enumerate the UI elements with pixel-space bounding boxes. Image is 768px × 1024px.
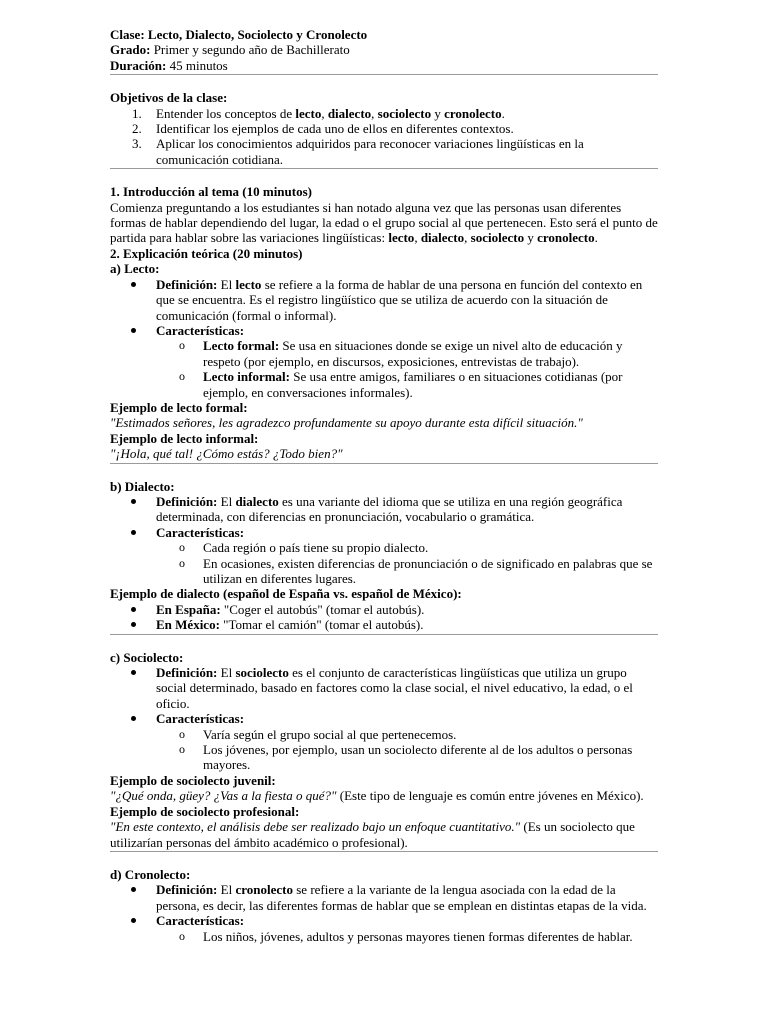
objective-item bbox=[110, 106, 658, 121]
objectives-title-text: Objetivos de la clase: bbox=[110, 90, 228, 106]
text: "Coger el autobús" (tomar el autobús). bbox=[220, 601, 425, 617]
term-sociolecto: sociolecto bbox=[470, 230, 525, 246]
objective-number: 1. bbox=[132, 105, 142, 121]
example-text bbox=[110, 788, 658, 803]
sub-label: Lecto informal: bbox=[203, 369, 291, 385]
sub-label: Lecto formal: bbox=[203, 338, 280, 354]
objective-item bbox=[110, 121, 658, 136]
example-quote: "Estimados señores, les agradezco profundamente su apoyo durante esta difícil situación." bbox=[110, 415, 583, 431]
example-label bbox=[110, 431, 658, 446]
text: es el conjunto de características lingüísticas que utiliza un grupo social determinado, basado en factores como la clase social, el nivel educativo, la edad, o el oficio. bbox=[156, 665, 633, 711]
circle-bullet-icon: o bbox=[179, 555, 185, 570]
definition-label: Definición: bbox=[156, 493, 218, 509]
dialecto-title-text: b) Dialecto: bbox=[110, 478, 175, 494]
circle-bullet-icon: o bbox=[179, 338, 185, 353]
objective-text: Aplicar los conocimientos adquiridos para reconocer variaciones lingüísticas en la comunicación cotidiana. bbox=[156, 136, 584, 167]
example-label bbox=[110, 586, 658, 601]
dialecto-title bbox=[110, 479, 658, 494]
text: y bbox=[431, 105, 445, 121]
sociolecto-title-text: c) Sociolecto: bbox=[110, 649, 184, 665]
text: El bbox=[217, 276, 236, 292]
example-label-text: Ejemplo de lecto formal: bbox=[110, 399, 248, 415]
bullet-icon bbox=[131, 670, 136, 675]
example-item bbox=[110, 617, 658, 632]
example-quote: "¡Hola, qué tal! ¿Cómo estás? ¿Todo bien?" bbox=[110, 446, 343, 462]
text: Los niños, jóvenes, adultos y personas mayores tienen formas diferentes de hablar. bbox=[203, 928, 633, 944]
bullet-icon bbox=[131, 887, 136, 892]
example-label-text: Ejemplo de sociolecto juvenil: bbox=[110, 772, 276, 788]
term: dialecto bbox=[235, 493, 279, 509]
sub-item bbox=[110, 929, 658, 944]
term: cronolecto bbox=[235, 882, 293, 898]
objective-text: Identificar los ejemplos de cada uno de ellos en diferentes contextos. bbox=[156, 121, 514, 137]
circle-bullet-icon: o bbox=[179, 726, 185, 741]
characteristics-item bbox=[110, 525, 658, 540]
example-label-text: Ejemplo de lecto informal: bbox=[110, 430, 259, 446]
objectives-title bbox=[110, 90, 658, 105]
term-dialecto: dialecto bbox=[420, 230, 465, 246]
dialecto-examples bbox=[110, 602, 658, 633]
definition-label: Definición: bbox=[156, 276, 218, 292]
text: Entender los conceptos de bbox=[156, 105, 296, 121]
grado-value: Primer y segundo año de Bachillerato bbox=[153, 42, 350, 58]
objective-item bbox=[110, 136, 658, 167]
duracion-value: 45 minutos bbox=[169, 57, 228, 73]
term-cronolecto: cronolecto bbox=[444, 105, 502, 121]
term-dialecto: dialecto bbox=[327, 105, 372, 121]
text: . bbox=[594, 230, 598, 246]
text: El bbox=[217, 493, 236, 509]
class-line bbox=[110, 27, 658, 42]
definition-item bbox=[110, 277, 658, 323]
grade-line bbox=[110, 42, 658, 57]
circle-bullet-icon: o bbox=[179, 540, 185, 555]
example-label bbox=[110, 400, 658, 415]
example-quote: "¿Qué onda, güey? ¿Vas a la fiesta o qué?" bbox=[110, 788, 337, 804]
term-lecto: lecto bbox=[388, 230, 415, 246]
bullet-icon bbox=[131, 282, 136, 287]
text: se refiere a la forma de hablar de una persona en función del contexto en que se encuentra. Es el registro lingüístico que se utiliza de acuerdo con la situación de comunicación (formal o informal). bbox=[156, 276, 643, 323]
objectives-list bbox=[110, 106, 658, 168]
explanation-title-text: 2. Explicación teórica (20 minutos) bbox=[110, 245, 303, 261]
example-label-text: Ejemplo de dialecto (español de España vs. español de México): bbox=[110, 586, 462, 602]
example-text bbox=[110, 446, 658, 461]
sub-item bbox=[110, 540, 658, 555]
bullet-icon bbox=[131, 530, 136, 535]
cronolecto-title bbox=[110, 867, 658, 882]
characteristics-item bbox=[110, 711, 658, 726]
lecto-title-text: a) Lecto: bbox=[110, 261, 160, 277]
example-region: En España: bbox=[156, 601, 221, 617]
sociolecto-list bbox=[110, 665, 658, 773]
example-label bbox=[110, 804, 658, 819]
lecto-title bbox=[110, 261, 658, 276]
intro-paragraph bbox=[110, 200, 658, 246]
characteristics-item bbox=[110, 913, 658, 928]
text: El bbox=[217, 882, 236, 898]
sub-item bbox=[110, 369, 658, 400]
sociolecto-title bbox=[110, 650, 658, 665]
sub-item bbox=[110, 338, 658, 369]
dialecto-list bbox=[110, 494, 658, 586]
characteristics-label: Características: bbox=[156, 524, 245, 540]
lecto-list bbox=[110, 277, 658, 400]
example-region: En México: bbox=[156, 617, 220, 633]
definition-item bbox=[110, 665, 658, 711]
definition-item bbox=[110, 882, 658, 913]
characteristics-item bbox=[110, 323, 658, 338]
text: Comienza preguntando a los estudiantes si han notado alguna vez que las personas usan diferentes formas de hablar dependiendo del lugar, la edad o el grupo social al que pertenecen. Esto será el punto de partida para hablar sobre las variaciones lingüísticas: bbox=[110, 199, 658, 246]
intro-title-text: 1. Introducción al tema (10 minutos) bbox=[110, 184, 312, 200]
example-label-text: Ejemplo de sociolecto profesional: bbox=[110, 803, 300, 819]
example-item bbox=[110, 602, 658, 617]
characteristics-label: Características: bbox=[156, 913, 245, 929]
circle-bullet-icon: o bbox=[179, 928, 185, 943]
example-label bbox=[110, 773, 658, 788]
circle-bullet-icon: o bbox=[179, 369, 185, 384]
example-quote: "En este contexto, el análisis debe ser realizado bajo un enfoque cuantitativo." bbox=[110, 819, 521, 835]
example-text bbox=[110, 415, 658, 430]
text: Cada región o país tiene su propio dialecto. bbox=[203, 540, 429, 556]
bullet-icon bbox=[131, 622, 136, 627]
sub-item bbox=[110, 727, 658, 742]
objective-number: 2. bbox=[132, 121, 142, 137]
text: , bbox=[414, 230, 421, 246]
clase-label: Clase: bbox=[110, 27, 145, 42]
text: es una variante del idioma que se utiliza en una región geográfica determinada, con diferencias en pronunciación, vocabulario o gramática. bbox=[156, 493, 623, 525]
text: Varía según el grupo social al que pertenecemos. bbox=[203, 726, 457, 742]
text: (Este tipo de lenguaje es común entre jóvenes en México). bbox=[336, 788, 644, 804]
text: y bbox=[524, 230, 538, 246]
duration-line bbox=[110, 58, 658, 73]
bullet-icon bbox=[131, 499, 136, 504]
objective-number: 3. bbox=[132, 136, 142, 152]
grado-label: Grado: bbox=[110, 42, 151, 58]
definition-label: Definición: bbox=[156, 882, 218, 898]
characteristics-label: Características: bbox=[156, 322, 245, 338]
intro-title bbox=[110, 184, 658, 199]
bullet-icon bbox=[131, 328, 136, 333]
clase-value: Lecto, Dialecto, Sociolecto y Cronolecto bbox=[147, 27, 368, 42]
bullet-icon bbox=[131, 607, 136, 612]
text: , bbox=[321, 105, 328, 121]
bullet-icon bbox=[131, 716, 136, 721]
text: Se usa entre amigos, familiares o en situaciones cotidianas (por ejemplo, en conversaciones informales). bbox=[203, 369, 623, 400]
sub-item bbox=[110, 742, 658, 773]
text: se refiere a la variante de la lengua asociada con la edad de la persona, es decir, las diferentes formas de hablar que se emplean en distintas etapas de la vida. bbox=[156, 882, 647, 913]
definition-label: Definición: bbox=[156, 665, 218, 681]
cronolecto-title-text: d) Cronolecto: bbox=[110, 866, 191, 882]
text: Se usa en situaciones donde se exige un nivel alto de educación y respeto (por ejemplo, en discursos, exposiciones, entrevistas de trabajo). bbox=[203, 338, 623, 369]
example-text bbox=[110, 819, 658, 850]
term: lecto bbox=[235, 276, 262, 292]
circle-bullet-icon: o bbox=[179, 742, 185, 757]
text: Los jóvenes, por ejemplo, usan un sociolecto diferente al de los adultos o personas mayores. bbox=[203, 742, 633, 773]
text: , bbox=[464, 230, 471, 246]
term: sociolecto bbox=[235, 665, 289, 681]
text: (Es un sociolecto que utilizarían personas del ámbito académico o profesional). bbox=[110, 819, 635, 850]
term-lecto: lecto bbox=[295, 105, 322, 121]
sub-item bbox=[110, 556, 658, 587]
bullet-icon bbox=[131, 918, 136, 923]
text: El bbox=[217, 665, 236, 681]
text: , bbox=[371, 105, 378, 121]
term-cronolecto: cronolecto bbox=[537, 230, 595, 246]
document-content bbox=[110, 27, 658, 944]
characteristics-label: Características: bbox=[156, 711, 245, 727]
cronolecto-list bbox=[110, 882, 658, 944]
text: . bbox=[501, 105, 505, 121]
definition-item bbox=[110, 494, 658, 525]
explanation-title bbox=[110, 246, 658, 261]
duracion-label: Duración: bbox=[110, 57, 167, 73]
term-sociolecto: sociolecto bbox=[377, 105, 432, 121]
text: "Tomar el camión" (tomar el autobús). bbox=[219, 617, 424, 633]
text: En ocasiones, existen diferencias de pronunciación o de significado en palabras que se utilizan en diferentes lugares. bbox=[203, 555, 653, 586]
